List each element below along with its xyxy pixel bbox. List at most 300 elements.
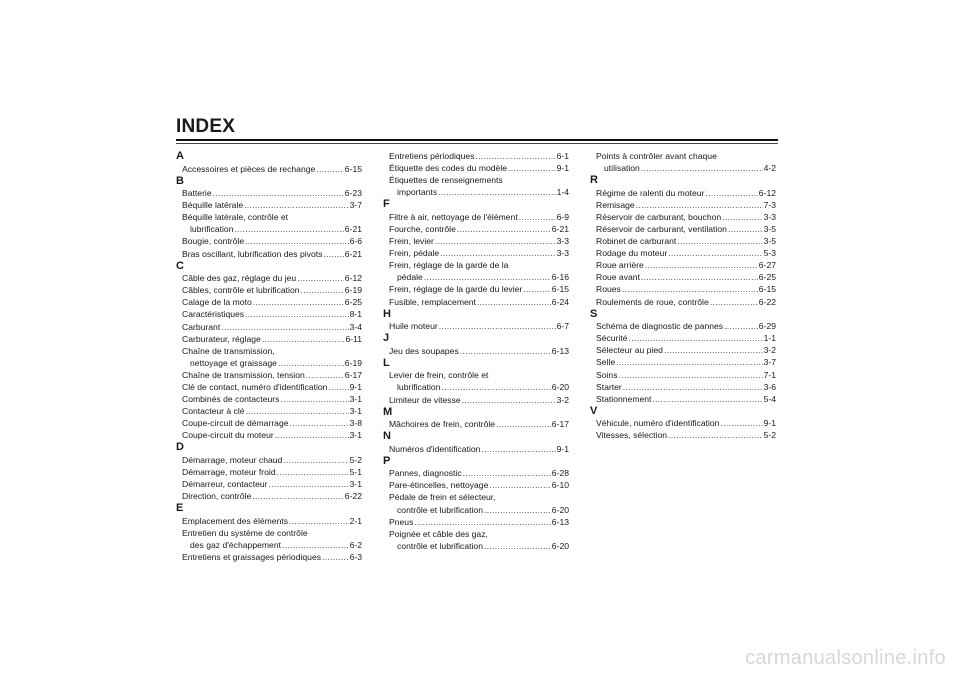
- entry-text: Accessoires et pièces de rechange: [182, 163, 316, 174]
- index-column-1: [176, 150, 362, 563]
- entry-page-number: 6-15: [344, 163, 362, 174]
- entry-page-number: 6-19: [344, 285, 362, 296]
- index-entry: [383, 271, 569, 283]
- entry-text: Rodage du moteur: [596, 248, 668, 259]
- entry-page-number: 8-1: [349, 309, 362, 320]
- index-entry: [383, 418, 569, 430]
- dot-leader: [622, 283, 758, 295]
- entry-page-number: 6-17: [551, 419, 569, 430]
- entry-page-number: 6-20: [551, 382, 569, 393]
- dot-leader: [275, 429, 349, 441]
- dot-leader: [301, 284, 344, 296]
- entry-page-number: 6-21: [551, 223, 569, 234]
- entry-text: Étiquette des codes du modèle: [389, 163, 508, 174]
- entry-page-number: 3-1: [349, 394, 362, 405]
- dot-leader: [481, 443, 555, 455]
- entry-page-number: 5-4: [763, 393, 776, 404]
- dot-leader: [269, 478, 349, 490]
- index-entry: [383, 320, 569, 332]
- dot-leader: [619, 369, 763, 381]
- entry-page-number: 5-3: [763, 248, 776, 259]
- entry-page-number: 6-25: [344, 297, 362, 308]
- index-entry: [176, 405, 362, 417]
- index-entry: [176, 235, 362, 247]
- dot-leader: [289, 515, 349, 527]
- entry-page-number: 3-1: [349, 406, 362, 417]
- dot-leader: [645, 259, 758, 271]
- entry-page-number: 6-2: [349, 540, 362, 551]
- entry-text: Démarrage, moteur chaud: [182, 454, 283, 465]
- entry-text: contrôle et lubrification: [397, 540, 483, 551]
- index-entry: [590, 199, 776, 211]
- entry-page-number: 6-20: [551, 504, 569, 515]
- index-entry: [176, 308, 362, 320]
- dot-leader: [722, 211, 762, 223]
- entry-page-number: 9-1: [556, 163, 569, 174]
- entry-page-number: 6-22: [344, 491, 362, 502]
- index-entry: [383, 528, 569, 540]
- entry-page-number: 6-1: [556, 151, 569, 161]
- entry-page-number: 3-8: [349, 418, 362, 429]
- dot-leader: [323, 248, 343, 260]
- entry-page-number: 3-3: [763, 211, 776, 222]
- index-entry: [176, 187, 362, 199]
- section-letter: B: [176, 174, 184, 187]
- dot-leader: [508, 162, 556, 174]
- entry-page-number: 6-21: [344, 248, 362, 259]
- dot-leader: [484, 504, 551, 516]
- section-letter: S: [590, 307, 598, 320]
- dot-leader: [290, 417, 349, 429]
- entry-page-number: 6-13: [551, 345, 569, 356]
- index-entry: [383, 369, 569, 381]
- entry-page-number: 6-10: [551, 480, 569, 491]
- entry-text: Starter: [596, 381, 622, 392]
- dot-leader: [278, 357, 344, 369]
- entry-text: Batterie: [182, 188, 212, 199]
- entry-text: importants: [397, 187, 438, 198]
- index-entry: [590, 417, 776, 429]
- index-entry: [590, 393, 776, 405]
- index-entry: [590, 187, 776, 199]
- index-column-2: [383, 150, 569, 552]
- entry-text: Fusible, remplacement: [389, 296, 476, 307]
- entry-page-number: 6-24: [551, 296, 569, 307]
- section-letter: J: [383, 332, 390, 345]
- index-entry: [383, 283, 569, 295]
- index-entry: [176, 284, 362, 296]
- dot-leader: [328, 381, 348, 393]
- entry-text: Remisage: [596, 199, 635, 210]
- index-entry: [383, 540, 569, 552]
- dot-leader: [668, 429, 763, 441]
- entry-page-number: 6-19: [344, 357, 362, 368]
- entry-text: Sécurité: [596, 333, 628, 344]
- index-entry: [383, 479, 569, 491]
- entry-page-number: 3-6: [763, 381, 776, 392]
- entry-text: Fourche, contrôle: [389, 223, 456, 234]
- entry-text: Carburant: [182, 321, 221, 332]
- entry-text: Coupe-circuit de démarrage: [182, 418, 289, 429]
- entry-page-number: 6-16: [551, 272, 569, 283]
- entry-page-number: 3-5: [763, 236, 776, 247]
- section-letter: P: [383, 454, 391, 467]
- index-entry: [176, 345, 362, 357]
- entry-text: Câble des gaz, réglage du jeu: [182, 273, 297, 284]
- entry-page-number: 6-27: [758, 260, 776, 271]
- entry-text: Filtre à air, nettoyage de l'élément: [389, 211, 518, 222]
- entry-page-number: 6-20: [551, 540, 569, 551]
- entry-page-number: 6-11: [345, 333, 362, 344]
- entry-text: Limiteur de vitesse: [389, 394, 461, 405]
- dot-leader: [234, 223, 343, 235]
- dot-leader: [705, 187, 757, 199]
- dot-leader: [282, 539, 349, 551]
- entry-text: Carburateur, réglage: [182, 333, 261, 344]
- dot-leader: [616, 356, 762, 368]
- entry-text: Frein, réglage de la garde de la: [389, 260, 509, 271]
- index-entry: [590, 369, 776, 381]
- index-entry: [383, 381, 569, 393]
- index-entry: [383, 211, 569, 223]
- index-entry: [176, 539, 362, 551]
- entry-text: Jeu des soupapes: [389, 345, 459, 356]
- entry-page-number: 6-28: [551, 468, 569, 479]
- entry-page-number: 3-2: [556, 394, 569, 405]
- entry-text: Véhicule, numéro d'identification: [596, 418, 720, 429]
- entry-page-number: 6-23: [344, 188, 362, 199]
- entry-page-number: 6-22: [758, 296, 776, 307]
- entry-text: Selle: [596, 357, 616, 368]
- entry-text: Pannes, diagnostic: [389, 468, 462, 479]
- index-entry: [176, 551, 362, 563]
- dot-leader: [457, 223, 551, 235]
- index-entry: [176, 357, 362, 369]
- entry-page-number: 3-5: [763, 223, 776, 234]
- entry-text: Frein, réglage de la garde du levier: [389, 284, 523, 295]
- index-entry: [176, 393, 362, 405]
- entry-text: Points à contrôler avant chaque: [596, 151, 717, 161]
- entry-text: lubrification: [190, 224, 234, 235]
- index-entry: [383, 162, 569, 174]
- index-entry: [176, 454, 362, 466]
- section-letter: A: [176, 150, 184, 162]
- entry-text: Vitesses, sélection: [596, 430, 668, 441]
- entry-text: lubrification: [397, 382, 441, 393]
- entry-text: Poignée et câble des gaz,: [389, 528, 488, 539]
- entry-text: Entretien du système de contrôle: [182, 527, 308, 538]
- dot-leader: [245, 235, 348, 247]
- entry-page-number: 9-1: [556, 443, 569, 454]
- dot-leader: [489, 479, 550, 491]
- index-entry: [176, 466, 362, 478]
- index-entry: [176, 296, 362, 308]
- entry-text: Emplacement des éléments: [182, 515, 289, 526]
- dot-leader: [629, 332, 763, 344]
- dot-leader: [414, 516, 550, 528]
- entry-page-number: 6-12: [758, 187, 776, 198]
- section-letter: M: [383, 405, 393, 418]
- dot-leader: [710, 296, 758, 308]
- dot-leader: [476, 150, 556, 162]
- section-letter: R: [590, 174, 598, 187]
- entry-text: Pare-étincelles, nettoyage: [389, 480, 489, 491]
- entry-text: Entretiens et graissages périodiques: [182, 552, 322, 563]
- index-entry: [176, 490, 362, 502]
- dot-leader: [262, 333, 345, 345]
- entry-page-number: 5-2: [349, 454, 362, 465]
- entry-page-number: 6-6: [349, 236, 362, 247]
- dot-leader: [519, 211, 556, 223]
- entry-text: Démarrage, moteur froid: [182, 467, 276, 478]
- dot-leader: [477, 296, 551, 308]
- index-entry: [176, 417, 362, 429]
- index-entry: [383, 443, 569, 455]
- entry-page-number: 2-1: [349, 515, 362, 526]
- entry-text: Levier de frein, contrôle et: [389, 370, 489, 381]
- entry-page-number: 5-1: [349, 467, 362, 478]
- entry-text: Sélecteur au pied: [596, 345, 663, 356]
- entry-text: Câbles, contrôle et lubrification: [182, 285, 300, 296]
- dot-leader: [463, 467, 551, 479]
- dot-leader: [244, 199, 348, 211]
- dot-leader: [728, 223, 763, 235]
- entry-text: pédale: [397, 272, 423, 283]
- entry-page-number: 6-13: [551, 516, 569, 527]
- entry-text: Bougie, contrôle: [182, 236, 245, 247]
- dot-leader: [440, 247, 555, 259]
- entry-page-number: 1-4: [556, 187, 569, 198]
- index-entry: [590, 381, 776, 393]
- index-entry: [590, 211, 776, 223]
- index-entry: [383, 247, 569, 259]
- dot-leader: [496, 418, 551, 430]
- dot-leader: [460, 345, 551, 357]
- index-entry: [176, 248, 362, 260]
- dot-leader: [439, 320, 556, 332]
- dot-leader: [441, 381, 550, 393]
- entry-page-number: 6-29: [758, 321, 776, 332]
- index-entry: [590, 271, 776, 283]
- index-entry: [590, 283, 776, 295]
- dot-leader: [280, 393, 348, 405]
- title-rule-thick: [176, 139, 778, 141]
- index-entry: [590, 332, 776, 344]
- section-letter: N: [383, 430, 391, 443]
- index-column-3: [590, 150, 776, 441]
- entry-text: Chaîne de transmission, tension: [182, 369, 305, 380]
- index-entry: [590, 344, 776, 356]
- index-entry: [176, 429, 362, 441]
- section-letter: E: [176, 502, 184, 515]
- entry-page-number: 3-4: [349, 321, 362, 332]
- index-entry: [176, 163, 362, 175]
- index-entry: [383, 174, 569, 186]
- entry-page-number: 5-2: [763, 430, 776, 441]
- entry-page-number: 3-1: [349, 479, 362, 490]
- entry-text: Régime de ralenti du moteur: [596, 187, 705, 198]
- entry-text: Roues: [596, 284, 621, 295]
- index-entry: [176, 369, 362, 381]
- entry-text: Pédale de frein et sélecteur,: [389, 492, 496, 503]
- index-entry: [176, 478, 362, 490]
- entry-text: Démarreur, contacteur: [182, 479, 268, 490]
- dot-leader: [664, 344, 763, 356]
- entry-text: Mâchoires de frein, contrôle: [389, 419, 496, 430]
- index-entry: [383, 504, 569, 516]
- dot-leader: [438, 186, 555, 198]
- dot-leader: [253, 296, 344, 308]
- entry-text: Coupe-circuit du moteur: [182, 430, 274, 441]
- entry-text: Clé de contact, numéro d'identification: [182, 382, 328, 392]
- entry-text: Béquille latérale, contrôle et: [182, 212, 289, 223]
- index-entry: [383, 235, 569, 247]
- index-entry: [176, 527, 362, 539]
- entry-text: Huile moteur: [389, 321, 438, 332]
- dot-leader: [221, 321, 348, 333]
- index-entry: [590, 247, 776, 259]
- page-title: INDEX: [176, 116, 236, 137]
- index-entry: [383, 223, 569, 235]
- dot-leader: [636, 199, 763, 211]
- entry-text: Robinet de carburant: [596, 236, 677, 247]
- index-entry: [176, 321, 362, 333]
- entry-text: Pneus: [389, 516, 414, 527]
- watermark: carmanualsonline.info: [745, 647, 946, 669]
- dot-leader: [245, 308, 348, 320]
- dot-leader: [677, 235, 762, 247]
- entry-page-number: 3-2: [763, 345, 776, 356]
- index-entry: [590, 429, 776, 441]
- entry-text: des gaz d'échappement: [190, 540, 281, 551]
- entry-text: Étiquettes de renseignements: [389, 175, 503, 186]
- index-entry: [383, 345, 569, 357]
- index-entry: [590, 259, 776, 271]
- dot-leader: [523, 283, 551, 295]
- index-entry: [590, 150, 776, 162]
- entry-text: Entretiens périodiques: [389, 151, 475, 161]
- entry-page-number: 3-3: [556, 248, 569, 259]
- dot-leader: [322, 551, 349, 563]
- title-rule-thin: [176, 143, 778, 144]
- entry-page-number: 6-9: [556, 211, 569, 222]
- dot-leader: [435, 235, 556, 247]
- index-entry: [383, 491, 569, 503]
- entry-page-number: 3-7: [763, 357, 776, 368]
- index-entry: [176, 333, 362, 345]
- entry-text: Combinés de contacteurs: [182, 394, 280, 405]
- index-entry: [176, 199, 362, 211]
- entry-text: Roue arrière: [596, 260, 644, 271]
- dot-leader: [652, 393, 762, 405]
- index-entry: [176, 381, 362, 393]
- entry-text: Béquille latérale: [182, 200, 244, 211]
- entry-text: Frein, pédale: [389, 248, 440, 259]
- dot-leader: [484, 540, 551, 552]
- entry-text: Roue avant: [596, 272, 640, 283]
- dot-leader: [277, 466, 349, 478]
- index-entry: [383, 467, 569, 479]
- entry-page-number: 4-2: [763, 163, 776, 174]
- entry-page-number: 6-15: [551, 284, 569, 295]
- entry-text: Bras oscillant, lubrification des pivots: [182, 248, 323, 259]
- dot-leader: [623, 381, 763, 393]
- index-entry: [176, 272, 362, 284]
- entry-page-number: 6-12: [344, 273, 362, 284]
- dot-leader: [462, 394, 556, 406]
- entry-text: contrôle et lubrification: [397, 504, 483, 515]
- index-entry: [176, 223, 362, 235]
- dot-leader: [213, 187, 344, 199]
- section-letter: C: [176, 259, 184, 272]
- entry-page-number: 3-1: [349, 430, 362, 441]
- index-entry: [590, 356, 776, 368]
- entry-page-number: 6-7: [556, 321, 569, 332]
- index-entry: [383, 150, 569, 162]
- entry-page-number: 6-15: [758, 284, 776, 295]
- index-entry: [590, 235, 776, 247]
- index-entry: [383, 259, 569, 271]
- entry-text: nettoyage et graissage: [190, 357, 277, 368]
- index-entry: [590, 320, 776, 332]
- index-entry: [383, 296, 569, 308]
- dot-leader: [283, 454, 348, 466]
- section-letter: F: [383, 198, 390, 211]
- index-entry: [176, 515, 362, 527]
- entry-page-number: 6-25: [758, 272, 776, 283]
- dot-leader: [316, 163, 344, 175]
- dot-leader: [641, 271, 758, 283]
- entry-text: Contacteur à clé: [182, 406, 245, 417]
- index-entry: [590, 296, 776, 308]
- entry-page-number: 6-17: [344, 369, 362, 380]
- dot-leader: [668, 247, 762, 259]
- dot-leader: [424, 271, 551, 283]
- entry-page-number: 3-3: [556, 236, 569, 247]
- entry-page-number: 6-21: [344, 224, 362, 235]
- dot-leader: [297, 272, 344, 284]
- entry-page-number: 7-3: [763, 199, 776, 210]
- entry-text: Stationnement: [596, 393, 652, 404]
- entry-page-number: 6-3: [349, 552, 362, 563]
- index-entry: [383, 394, 569, 406]
- entry-text: Chaîne de transmission,: [182, 345, 275, 356]
- entry-page-number: 9-1: [349, 382, 362, 392]
- section-letter: H: [383, 307, 391, 320]
- dot-leader: [306, 369, 344, 381]
- entry-text: Numéros d'identification: [389, 443, 481, 454]
- entry-page-number: 3-7: [349, 200, 362, 211]
- dot-leader: [724, 320, 758, 332]
- dot-leader: [252, 490, 344, 502]
- entry-text: Direction, contrôle: [182, 491, 252, 502]
- section-letter: V: [590, 404, 598, 417]
- dot-leader: [641, 162, 763, 174]
- section-letter: L: [383, 356, 390, 369]
- index-entry: [590, 162, 776, 174]
- entry-text: Frein, levier: [389, 236, 434, 247]
- entry-page-number: 1-1: [763, 333, 776, 344]
- entry-text: Roulements de roue, contrôle: [596, 296, 709, 307]
- entry-page-number: 7-1: [763, 369, 776, 380]
- entry-text: Calage de la moto: [182, 297, 252, 308]
- entry-text: Schéma de diagnostic de pannes: [596, 321, 724, 332]
- index-entry: [590, 223, 776, 235]
- index-entry: [176, 211, 362, 223]
- entry-text: Réservoir de carburant, ventilation: [596, 223, 727, 234]
- dot-leader: [720, 417, 762, 429]
- entry-text: Réservoir de carburant, bouchon: [596, 211, 722, 222]
